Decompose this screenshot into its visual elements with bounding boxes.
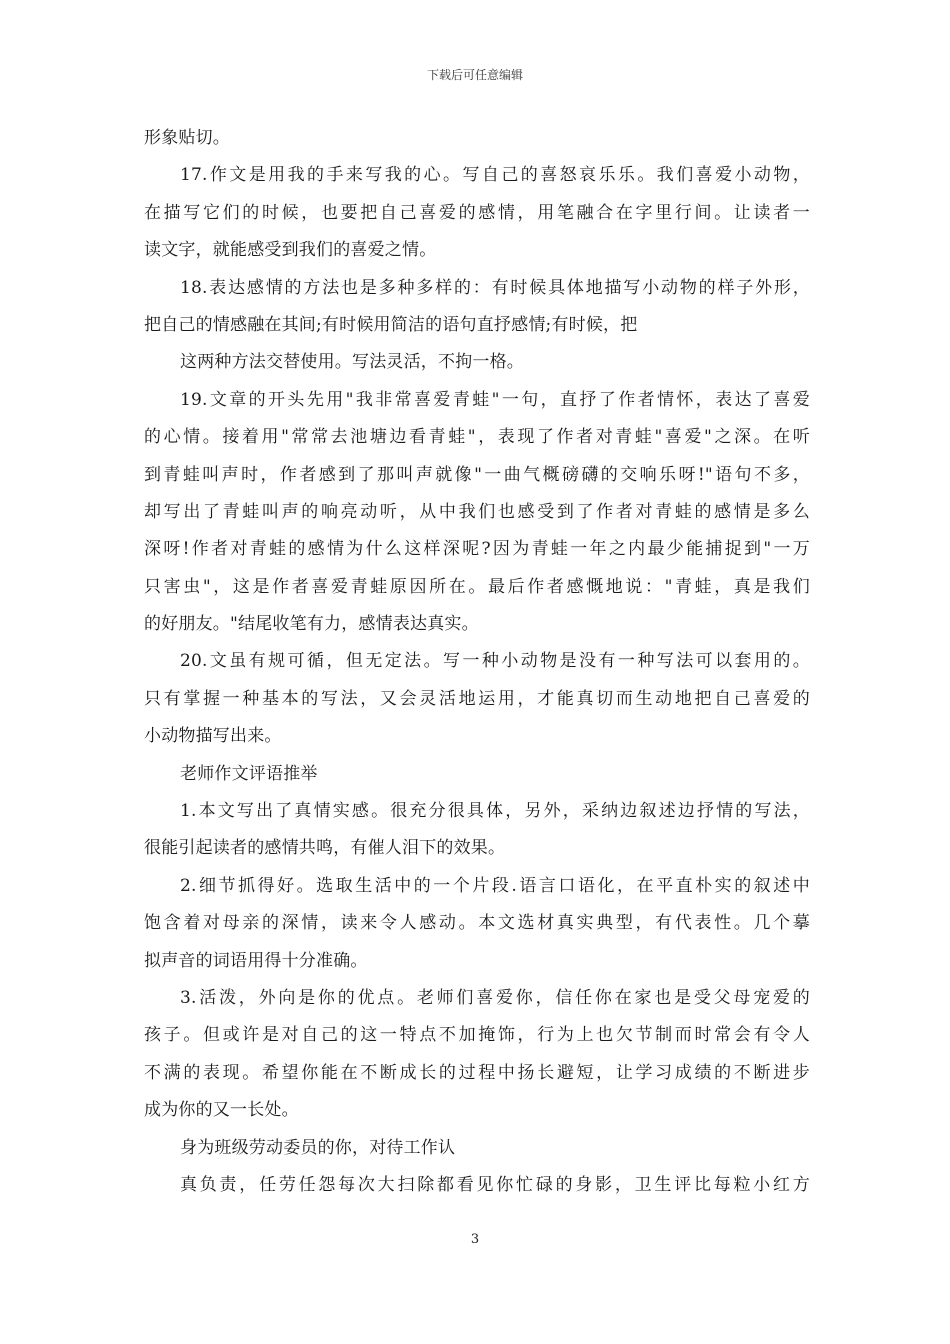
text-line: 拟声音的词语用得十分准确。 [144, 950, 368, 971]
page-number: 3 [470, 1232, 480, 1247]
text-line: 成为你的又一长处。 [144, 1100, 299, 1121]
text-line: 1.本文写出了真情实感。很充分很具体，另外，采纳边叙述边抒情的写法， [180, 801, 810, 822]
text-line: 这两种方法交替使用。写法灵活，不拘一格。 [180, 352, 524, 373]
text-line: 真负责，任劳任怨每次大扫除都看见你忙碌的身影，卫生评比每粒小红方 [180, 1174, 810, 1195]
text-line: 却写出了青蛙叫声的响亮动听，从中我们也感受到了作者对青蛙的感情是多么 [144, 501, 810, 522]
text-line: 很能引起读者的感情共鸣，有催人泪下的效果。 [144, 838, 506, 859]
text-line: 饱含着对母亲的深情，读来令人感动。本文选材真实典型，有代表性。几个摹 [144, 913, 810, 934]
text-line: 形象贴切。 [144, 128, 230, 148]
text-line: 深呀!作者对青蛙的感情为什么这样深呢?因为青蛙一年之内最少能捕捉到"一万 [144, 539, 810, 560]
text-line: 孩子。但或许是对自己的这一特点不加掩饰，行为上也欠节制而时常会有令人 [144, 1025, 810, 1046]
page-header: 下载后可任意编辑 [426, 68, 523, 82]
text-line: 身为班级劳动委员的你，对待工作认 [180, 1137, 456, 1158]
text-line: 把自己的情感融在其间;有时候用简洁的语句直抒感情;有时候，把 [144, 314, 638, 335]
text-line: 19.文章的开头先用"我非常喜爱青蛙"一句，直抒了作者情怀，表达了喜爱 [180, 389, 810, 410]
text-line: 3.活泼，外向是你的优点。老师们喜爱你，信任你在家也是受父母宠爱的 [180, 987, 810, 1008]
text-line: 小动物描写出来。 [144, 726, 282, 747]
body-text [144, 120, 810, 1204]
text-line: 20.文虽有规可循，但无定法。写一种小动物是没有一种写法可以套用的。 [180, 651, 810, 672]
text-line: 2.细节抓得好。选取生活中的一个片段.语言口语化，在平直朴实的叙述中 [180, 875, 810, 896]
text-line: 在描写它们的时候，也要把自己喜爱的感情，用笔融合在字里行间。让读者一 [144, 202, 810, 223]
text-line: 不满的表现。希望你能在不断成长的过程中扬长避短，让学习成绩的不断进步 [144, 1062, 810, 1083]
text-line: 18.表达感情的方法也是多种多样的：有时候具体地描写小动物的样子外形， [180, 277, 810, 298]
text-line: 的心情。接着用"常常去池塘边看青蛙"，表现了作者对青蛙"喜爱"之深。在听 [144, 427, 810, 448]
text-line: 的好朋友。"结尾收笔有力，感情表达真实。 [144, 614, 479, 635]
text-line: 17.作文是用我的手来写我的心。写自己的喜怒哀乐乐。我们喜爱小动物， [180, 165, 810, 186]
text-line: 到青蛙叫声时，作者感到了那叫声就像"一曲气概磅礴的交响乐呀!"语句不多， [144, 464, 810, 485]
text-line: 读文字，就能感受到我们的喜爱之情。 [144, 240, 437, 261]
text-line: 只害虫"，这是作者喜爱青蛙原因所在。最后作者感慨地说："青蛙，真是我们 [144, 576, 810, 597]
text-line: 只有掌握一种基本的写法，又会灵活地运用，才能真切而生动地把自己喜爱的 [144, 688, 810, 709]
text-line: 老师作文评语推举 [180, 763, 318, 784]
